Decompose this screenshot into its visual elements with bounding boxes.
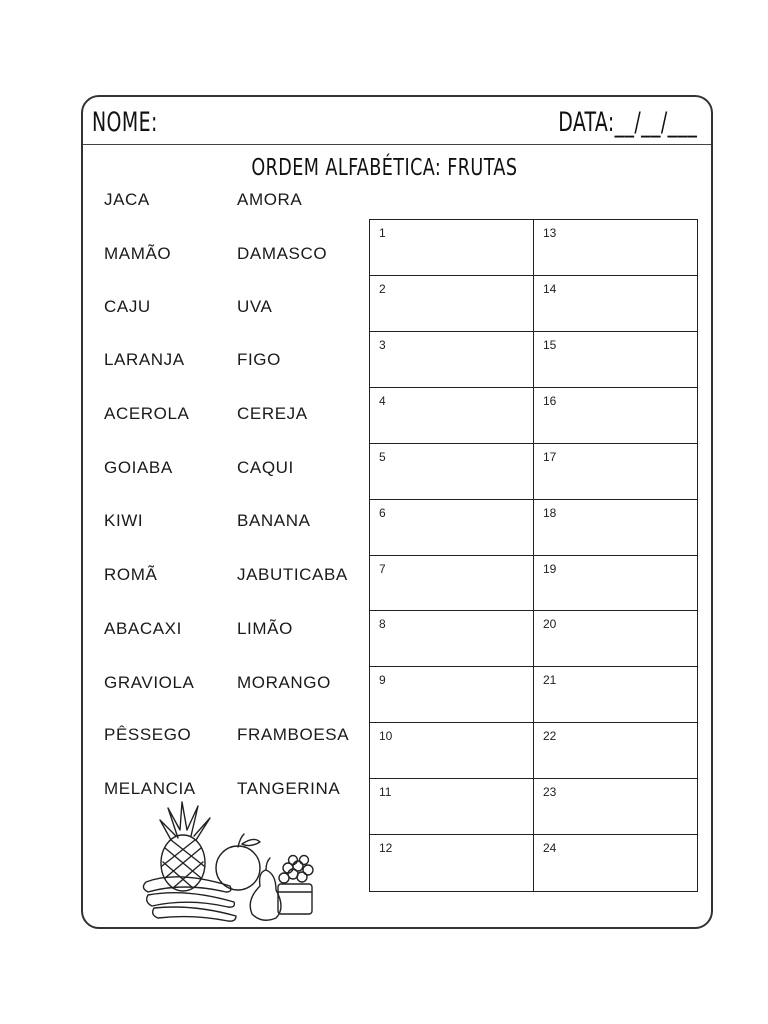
answer-number: 17 — [543, 449, 557, 464]
answer-cell[interactable] — [370, 220, 534, 276]
answer-cell[interactable] — [370, 779, 534, 835]
answer-number: 3 — [379, 337, 386, 352]
answer-cell[interactable] — [534, 500, 697, 556]
answer-grid — [369, 219, 698, 892]
answer-number: 11 — [379, 785, 392, 800]
answer-cell[interactable] — [534, 220, 697, 276]
answer-cell[interactable] — [370, 276, 534, 332]
header-divider — [83, 144, 711, 145]
answer-cell[interactable] — [370, 835, 534, 891]
answer-number: 2 — [379, 281, 386, 296]
answer-cell[interactable] — [534, 611, 697, 667]
answer-number: 8 — [379, 617, 386, 632]
fruit-word: JABUTICABA — [237, 565, 348, 584]
fruit-word: CEREJA — [237, 404, 308, 423]
fruit-word: LARANJA — [104, 350, 185, 369]
answer-cell[interactable] — [370, 667, 534, 723]
fruit-word: MORANGO — [237, 673, 331, 692]
answer-cell[interactable] — [534, 388, 697, 444]
fruit-word: GOIABA — [104, 458, 173, 477]
answer-number: 24 — [543, 841, 557, 856]
answer-cell[interactable] — [534, 556, 697, 612]
fruit-word: ROMÃ — [104, 565, 158, 584]
answer-cell[interactable] — [534, 276, 697, 332]
answer-cell[interactable] — [370, 332, 534, 388]
fruit-word: MAMÃO — [104, 244, 172, 263]
fruit-word: LIMÃO — [237, 619, 293, 638]
fruit-basket-illustration — [138, 800, 318, 925]
answer-number: 19 — [543, 561, 557, 576]
answer-number: 12 — [379, 841, 393, 856]
answer-number: 23 — [543, 785, 557, 800]
answer-cell[interactable] — [370, 556, 534, 612]
answer-cell[interactable] — [370, 500, 534, 556]
fruit-word: CAJU — [104, 297, 151, 316]
answer-cell[interactable] — [370, 611, 534, 667]
fruit-word: DAMASCO — [237, 244, 328, 263]
answer-number: 5 — [379, 449, 386, 464]
answer-cell[interactable] — [370, 388, 534, 444]
answer-number: 13 — [543, 226, 557, 240]
answer-number: 20 — [543, 617, 557, 632]
fruit-word: TANGERINA — [237, 779, 341, 798]
answer-number: 18 — [543, 505, 557, 520]
fruit-word: AMORA — [237, 190, 303, 209]
fruit-word: UVA — [237, 297, 273, 316]
answer-number: 21 — [543, 673, 557, 688]
fruit-word: ACEROLA — [104, 404, 190, 423]
answer-cell[interactable] — [534, 723, 697, 779]
answer-number: 22 — [543, 729, 557, 744]
fruit-word: GRAVIOLA — [104, 673, 195, 692]
fruit-word: FIGO — [237, 350, 281, 369]
fruit-word: FRAMBOESA — [237, 725, 350, 744]
answer-number: 7 — [379, 561, 386, 576]
answer-number: 9 — [379, 673, 386, 688]
answer-cell[interactable] — [370, 444, 534, 500]
answer-cell[interactable] — [534, 332, 697, 388]
fruit-word: MELANCIA — [104, 779, 196, 798]
fruit-word: CAQUI — [237, 458, 294, 477]
answer-cell[interactable] — [534, 667, 697, 723]
answer-number: 10 — [379, 729, 393, 744]
answer-number: 4 — [379, 393, 386, 408]
answer-number: 14 — [543, 281, 557, 296]
answer-number: 6 — [379, 505, 386, 520]
name-label: NOME: — [92, 107, 158, 138]
fruit-word: BANANA — [237, 511, 311, 530]
fruit-word: KIWI — [104, 511, 144, 530]
worksheet-title: ORDEM ALFABÉTICA: FRUTAS — [251, 155, 518, 181]
answer-cell[interactable] — [534, 779, 697, 835]
answer-cell[interactable] — [534, 444, 697, 500]
answer-number: 16 — [543, 393, 557, 408]
date-label: DATA:__/__/___ — [558, 107, 697, 138]
fruit-word: JACA — [104, 190, 150, 209]
fruit-word: ABACAXI — [104, 619, 182, 638]
answer-number: 1 — [379, 226, 386, 240]
answer-cell[interactable] — [534, 835, 697, 891]
answer-cell[interactable] — [370, 723, 534, 779]
answer-number: 15 — [543, 337, 557, 352]
fruit-word: PÊSSEGO — [104, 725, 192, 744]
